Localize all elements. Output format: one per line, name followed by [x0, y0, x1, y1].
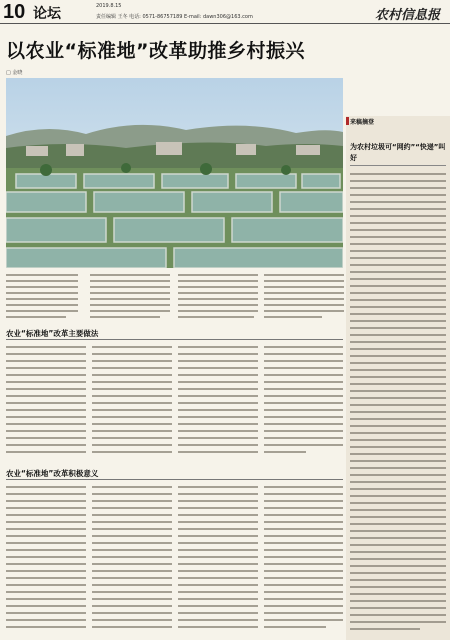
- page-header: [0, 0, 450, 24]
- text-lines: [6, 343, 343, 463]
- section-title: 论坛: [33, 6, 61, 22]
- sidebar-title: 为农村垃圾可“网约”“快递”叫好: [350, 143, 446, 162]
- article-headline: 以农业“标准地”改革助推乡村振兴: [6, 40, 305, 62]
- landscape-photo: [6, 78, 343, 268]
- text-block: [6, 343, 343, 463]
- page-number: 10: [3, 1, 26, 23]
- text-lines: [178, 272, 258, 324]
- text-column: [178, 272, 258, 324]
- editor-contact: 责任编辑 王冬 电话: 0571-86757189 E-mail: dawn306@163.com: [96, 14, 253, 20]
- sidebar-column: [346, 116, 450, 640]
- article-photo: [6, 78, 343, 268]
- newspaper-brand: 农村信息报: [374, 8, 440, 23]
- text-lines: [264, 272, 344, 324]
- text-lines: [6, 272, 78, 324]
- header-rule: [0, 23, 450, 24]
- text-column: [90, 272, 170, 324]
- article-byline: □ 金晓: [6, 70, 23, 76]
- subhead-rule: [6, 339, 343, 340]
- text-lines: [90, 272, 170, 324]
- text-lines: [350, 170, 446, 636]
- section-subhead: 农业“标准地”改革主要做法: [6, 329, 99, 338]
- tag-marker: [346, 117, 349, 125]
- text-column: [264, 272, 344, 324]
- sidebar-tag: 来稿摘登: [350, 119, 375, 126]
- sidebar-rule: [350, 165, 446, 166]
- issue-date: 2019.8.15: [96, 3, 122, 9]
- text-column: [6, 272, 78, 324]
- subhead-rule: [6, 479, 343, 480]
- section-subhead: 农业“标准地”改革积极意义: [6, 469, 99, 478]
- text-lines: [6, 483, 343, 637]
- text-block: [6, 483, 343, 637]
